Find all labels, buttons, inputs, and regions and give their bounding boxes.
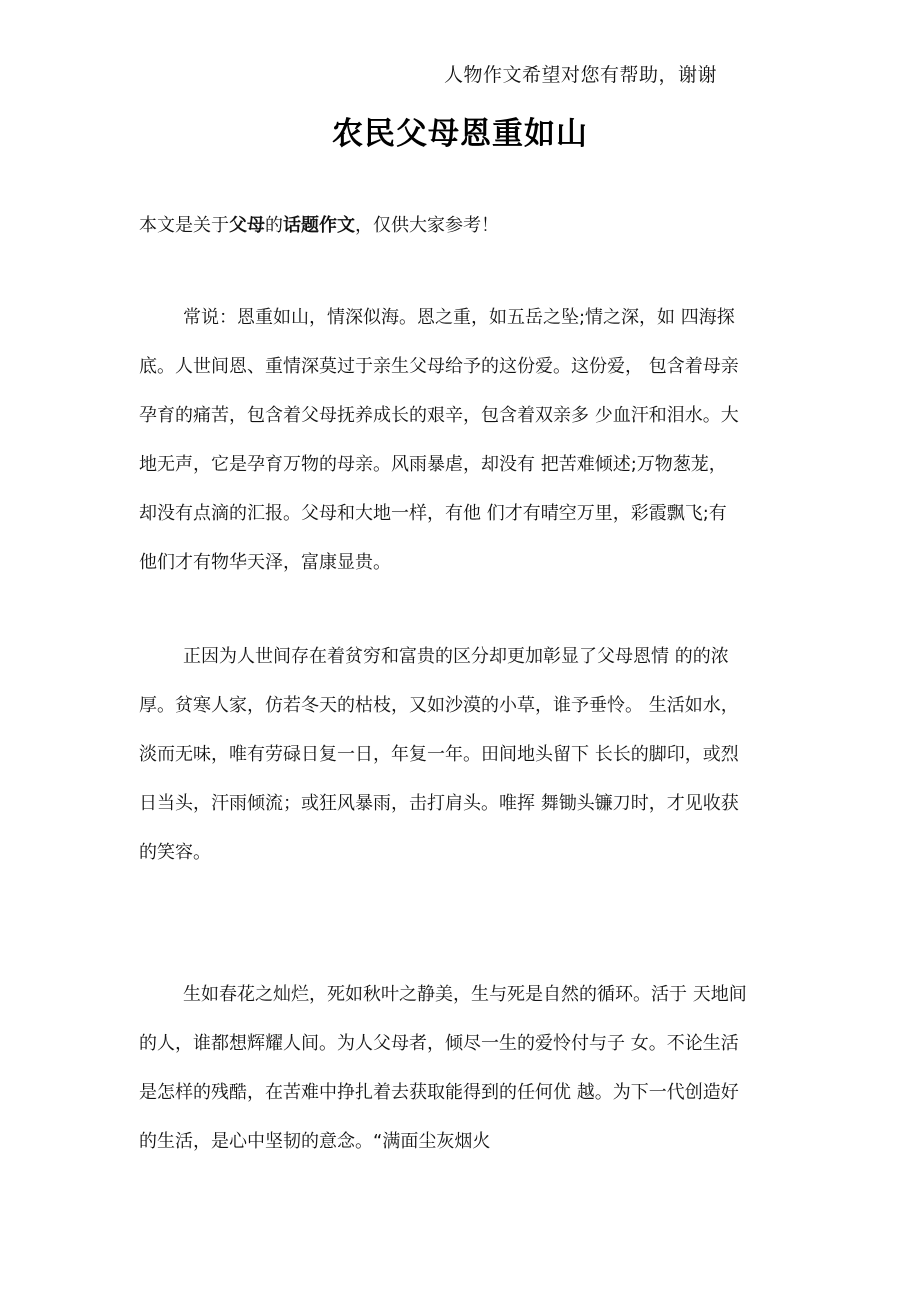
- paragraph-line: 淡而无味，唯有劳碌日复一日，年复一年。田间地头留下 长长的脚印，或烈: [139, 744, 739, 765]
- paragraph-line: 孕育的痛苦，包含着父母抚养成长的艰辛，包含着双亲多 少血汗和泪水。大: [139, 405, 739, 426]
- paragraph-3: [139, 983, 799, 1179]
- paragraph-line: 的生活，是心中坚韧的意念。“满面尘灰烟火: [139, 1131, 491, 1152]
- header-note: 人物作文希望对您有帮助，谢谢: [444, 64, 718, 86]
- page-title: 农民父母恩重如山: [332, 116, 588, 152]
- paragraph-line: 的人，谁都想辉耀人间。为人父母者，倾尽一生的爱怜付与子 女。不论生活: [139, 1033, 739, 1054]
- intro-line: [139, 211, 499, 237]
- paragraph-line: 底。人世间恩、重情深莫过于亲生父母给予的这份爱。这份爱， 包含着母亲: [139, 356, 739, 377]
- paragraph-line: 却没有点滴的汇报。父母和大地一样，有他 们才有晴空万里，彩霞飘飞;有: [139, 503, 727, 524]
- intro-bold-1: 父母: [229, 215, 265, 236]
- paragraph-line: 常说：恩重如山，情深似海。恩之重，如五岳之坠;情之深，如 四海探: [183, 307, 735, 328]
- paragraph-line: 是怎样的残酷，在苦难中挣扎着去获取能得到的任何优 越。为下一代创造好: [139, 1082, 739, 1103]
- paragraph-line: 的笑容。: [139, 842, 211, 863]
- intro-text-3: ，仅供大家参考！: [355, 215, 499, 236]
- intro-text-1: 本文是关于: [139, 215, 229, 236]
- paragraph-2: [139, 645, 799, 890]
- paragraph-line: 地无声，它是孕育万物的母亲。风雨暴虐，却没有 把苦难倾述;万物葱茏，: [139, 454, 727, 475]
- paragraph-line: 正因为人世间存在着贫穷和富贵的区分却更加彰显了父母恩情 的的浓: [183, 646, 729, 667]
- intro-text-2: 的: [265, 215, 283, 236]
- paragraph-line: 他们才有物华天泽，富康显贵。: [139, 552, 391, 573]
- paragraph-1: [139, 306, 799, 600]
- paragraph-line: 生如春花之灿烂，死如秋叶之静美，生与死是自然的循环。活于 天地间: [183, 984, 747, 1005]
- paragraph-line: 日当头，汗雨倾流；或狂风暴雨，击打肩头。唯挥 舞锄头镰刀时，才见收获: [139, 793, 739, 814]
- paragraph-line: 厚。贫寒人家，仿若冬天的枯枝，又如沙漠的小草，谁予垂怜。 生活如水，: [139, 695, 739, 716]
- intro-bold-2: 话题作文: [283, 215, 355, 236]
